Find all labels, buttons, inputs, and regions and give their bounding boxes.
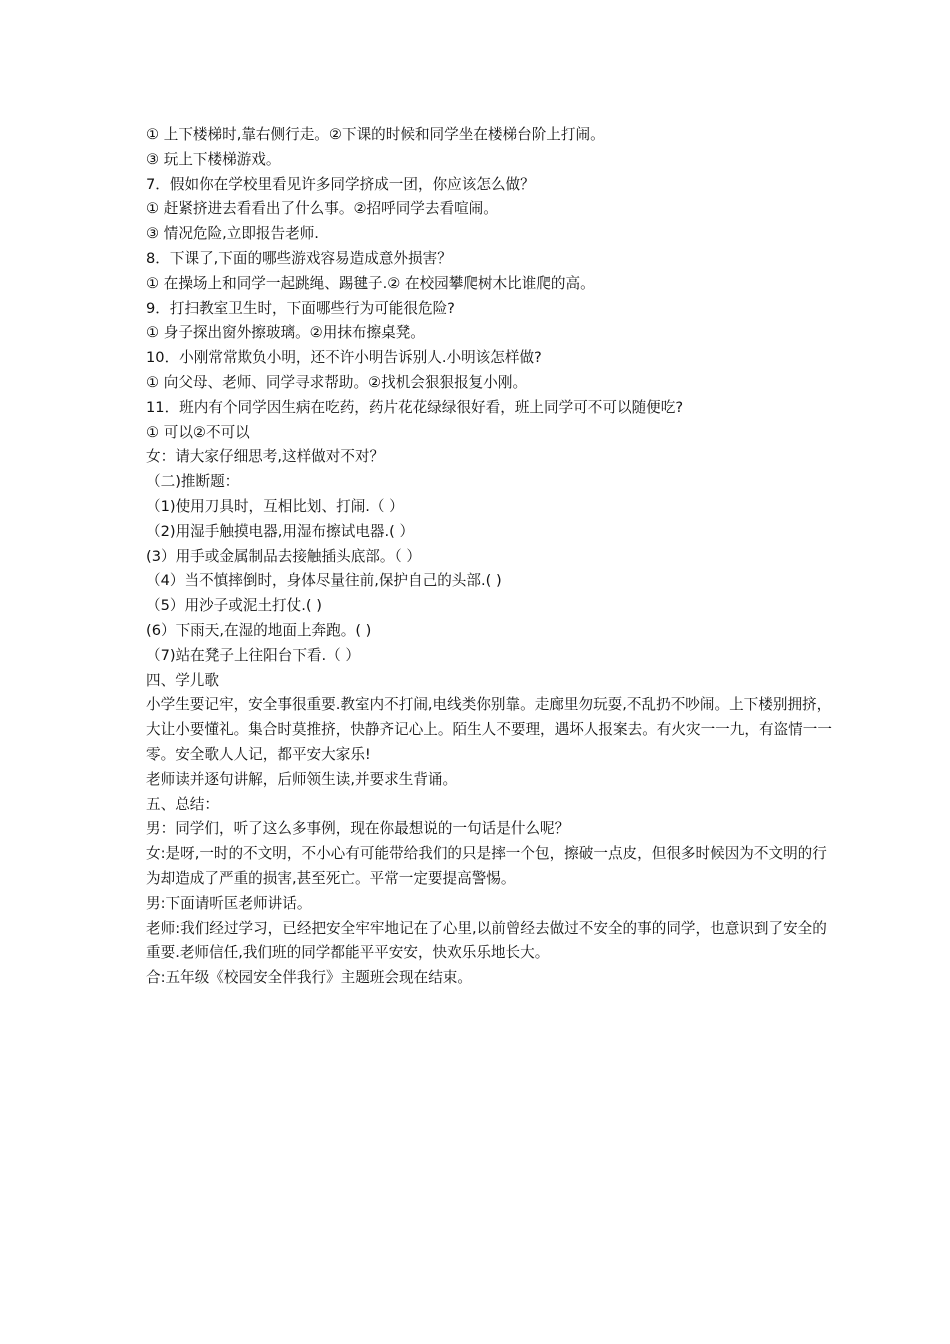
section-heading: （二)推断题：: [146, 473, 240, 491]
judgment-item: (6）下雨天,在湿的地面上奔跑。( ): [146, 621, 372, 639]
text-line: 男：同学们，听了这么多事例，现在你最想说的一句话是什么呢？: [146, 820, 570, 838]
section-heading: 四、学儿歌: [146, 671, 219, 689]
question-8: 8．下课了,下面的哪些游戏容易造成意外损害？: [146, 249, 452, 267]
text-line: ① 可以②不可以: [146, 423, 250, 441]
document-body: [146, 123, 836, 991]
text-line: ① 在操场上和同学一起跳绳、踢毽子.② 在校园攀爬树木比谁爬的高。: [146, 274, 595, 292]
text-line: ① 赶紧挤进去看看出了什么事。②招呼同学去看喧闹。: [146, 200, 498, 218]
judgment-item: （4）当不慎摔倒时，身体尽量往前,保护自己的头部.( ): [146, 572, 502, 590]
judgment-item: （5）用沙子或泥土打仗.( ): [146, 597, 322, 615]
teacher-paragraph: 老师:我们经过学习，已经把安全牢牢地记在了心里,以前曾经去做过不安全的事的同学，也意识到了安全的重要.老师信任,我们班的同学都能平平安安，快欢乐乐地长大。: [146, 919, 827, 962]
text-line: ③ 情况危险,立即报告老师.: [146, 225, 319, 243]
question-7: 7．假如你在学校里看见许多同学挤成一团，你应该怎么做？: [146, 175, 535, 193]
judgment-item: （2)用湿手触摸电器,用湿布擦试电器.( ）: [146, 522, 415, 540]
judgment-item: （1)使用刀具时，互相比划、打闹.（ ）: [146, 497, 404, 515]
text-line: 老师读并逐句讲解，后师领生读,并要求生背诵。: [146, 770, 458, 788]
section-heading: 五、总结：: [146, 795, 219, 813]
judgment-item: （7)站在凳子上往阳台下看.（ ）: [146, 646, 360, 664]
judgment-item: (3）用手或金属制品去接触插头底部。（ ）: [146, 547, 422, 565]
question-9: 9．打扫教室卫生时，下面哪些行为可能很危险?: [146, 299, 455, 317]
text-line: 女：请大家仔细思考,这样做对不对？: [146, 448, 385, 466]
song-paragraph: 小学生要记牢，安全事很重要.教室内不打闹,电线类你别靠。走廊里勿玩耍,不乱扔不吵闹。上下楼别拥挤，大让小要懂礼。集合时莫推挤，快静齐记心上。陌生人不要理，遇坏人报案去。有火灾一一九，有盗情一一零。安全歌人人记，都平安大家乐!: [146, 696, 832, 763]
closing-line: 合:五年级《校园安全伴我行》主题班会现在结束。: [146, 969, 472, 987]
question-11: 11．班内有个同学因生病在吃药，药片花花绿绿很好看，班上同学可不可以随便吃?: [146, 398, 684, 416]
text-line: ③ 玩上下楼梯游戏。: [146, 150, 281, 168]
female-paragraph: 女:是呀,一时的不文明，不小心有可能带给我们的只是摔一个包，擦破一点皮，但很多时候因为不文明的行为却造成了严重的损害,甚至死亡。平常一定要提高警惕。: [146, 845, 827, 887]
text-line: ① 向父母、老师、同学寻求帮助。②找机会狠狠报复小刚。: [146, 373, 528, 391]
question-10: 10．小刚常常欺负小明，还不许小明告诉别人.小明该怎样做?: [146, 349, 542, 367]
text-line: 男:下面请听匡老师讲话。: [146, 894, 312, 912]
text-line: ① 身子探出窗外擦玻璃。②用抹布擦桌凳。: [146, 324, 425, 342]
text-line: ① 上下楼梯时,靠右侧行走。②下课的时候和同学坐在楼梯台阶上打闹。: [146, 126, 605, 143]
